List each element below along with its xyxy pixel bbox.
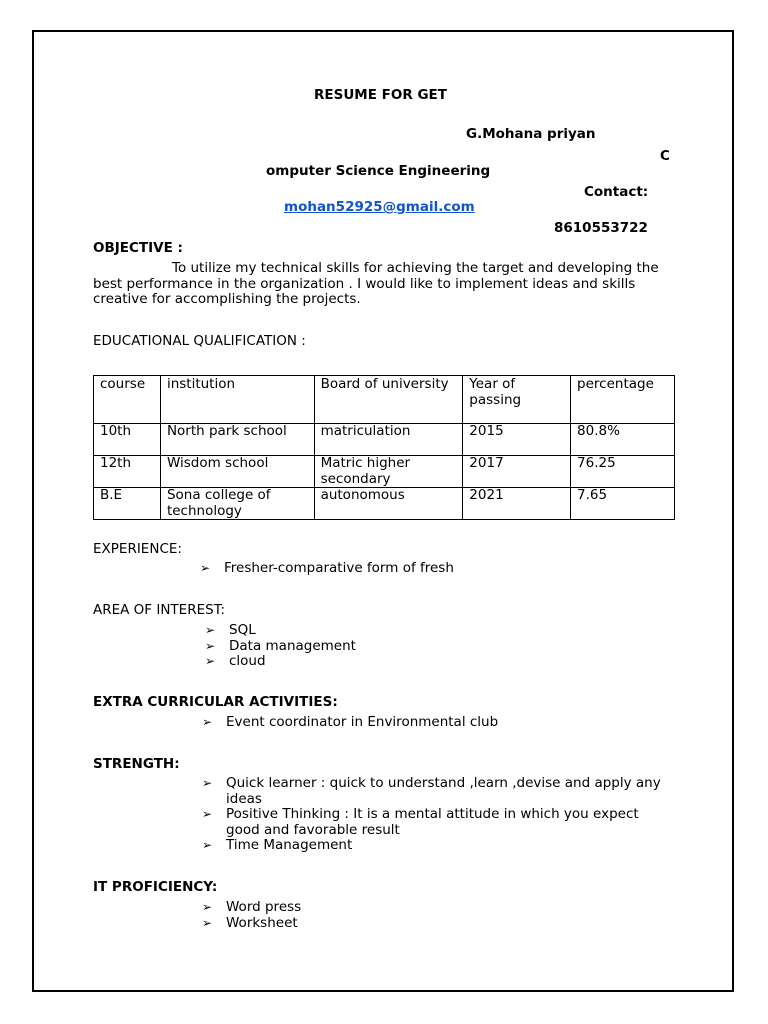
list-item xyxy=(202,807,672,838)
list-item-text: Quick learner : quick to understand ,learn ,devise and apply any ideas xyxy=(226,775,661,807)
column-header: Board of university xyxy=(314,376,463,424)
table-cell: B.E xyxy=(94,488,161,520)
table-row xyxy=(94,424,675,456)
table-cell: North park school xyxy=(160,424,314,456)
list-item xyxy=(200,561,670,577)
list-item xyxy=(205,623,670,639)
education-table xyxy=(93,375,675,520)
list-item-text: Data management xyxy=(229,637,356,654)
experience-heading: EXPERIENCE: xyxy=(93,541,182,557)
department-initial: C xyxy=(660,148,670,164)
table-header-row xyxy=(94,376,675,424)
table-cell: 2017 xyxy=(463,456,571,488)
interest-list xyxy=(205,623,670,670)
arrow-bullet-icon: ➢ xyxy=(202,807,213,821)
list-item-text: Worksheet xyxy=(226,914,298,931)
column-header: percentage xyxy=(571,376,675,424)
table-cell: 10th xyxy=(94,424,161,456)
list-item xyxy=(202,900,670,916)
table-cell: 7.65 xyxy=(571,488,675,520)
arrow-bullet-icon: ➢ xyxy=(205,654,216,668)
list-item xyxy=(202,715,670,731)
extracurricular-list xyxy=(202,715,670,731)
strength-heading: STRENGTH: xyxy=(93,756,180,772)
candidate-name: G.Mohana priyan xyxy=(466,126,596,142)
arrow-bullet-icon: ➢ xyxy=(205,638,216,653)
list-item-text: Time Management xyxy=(226,837,353,853)
table-cell: 76.25 xyxy=(571,456,675,488)
interest-heading: AREA OF INTEREST: xyxy=(93,602,226,618)
arrow-bullet-icon: ➢ xyxy=(202,915,213,930)
email-link[interactable]: mohan52925@gmail.com xyxy=(284,199,475,215)
arrow-bullet-icon: ➢ xyxy=(202,838,213,852)
list-item-text: Positive Thinking : It is a mental attitude in which you expect good and favorable result xyxy=(226,806,639,838)
list-item-text: Word press xyxy=(226,899,302,915)
it-proficiency-list xyxy=(202,900,670,931)
experience-list xyxy=(200,561,670,577)
strength-list xyxy=(202,776,672,854)
resume-title: RESUME FOR GET xyxy=(314,87,447,103)
arrow-bullet-icon: ➢ xyxy=(200,561,211,575)
table-row xyxy=(94,456,675,488)
objective-text: To utilize my technical skills for achieving the target and developing the best performance in the organization . I would like to implement ideas and skills creative for accomplishing the projects. xyxy=(93,260,659,307)
arrow-bullet-icon: ➢ xyxy=(205,623,216,637)
list-item-text: Fresher-comparative form of fresh xyxy=(224,560,454,576)
table-cell: matriculation xyxy=(314,424,463,456)
column-header: institution xyxy=(160,376,314,424)
table-cell: Sona college of technology xyxy=(160,488,314,520)
arrow-bullet-icon: ➢ xyxy=(202,900,213,914)
list-item-text: Event coordinator in Environmental club xyxy=(226,714,499,730)
table-cell: autonomous xyxy=(314,488,463,520)
extracurricular-heading: EXTRA CURRICULAR ACTIVITIES: xyxy=(93,694,338,710)
table-cell: 2015 xyxy=(463,424,571,456)
phone-number: 8610553722 xyxy=(554,220,648,236)
education-heading: EDUCATIONAL QUALIFICATION : xyxy=(93,333,306,349)
arrow-bullet-icon: ➢ xyxy=(202,715,213,729)
table-cell: 2021 xyxy=(463,488,571,520)
table-cell: Matric higher secondary xyxy=(314,456,463,488)
table-cell: Wisdom school xyxy=(160,456,314,488)
list-item xyxy=(202,776,672,807)
contact-label: Contact: xyxy=(584,184,649,200)
list-item xyxy=(202,838,672,854)
list-item-text: cloud xyxy=(229,653,266,669)
column-header: course xyxy=(94,376,161,424)
table-row xyxy=(94,488,675,520)
list-item xyxy=(205,654,670,670)
list-item xyxy=(205,639,670,655)
column-header: Year of passing xyxy=(463,376,571,424)
arrow-bullet-icon: ➢ xyxy=(202,776,213,790)
objective-heading: OBJECTIVE : xyxy=(93,240,183,256)
it-proficiency-heading: IT PROFICIENCY: xyxy=(93,879,218,895)
list-item xyxy=(202,916,670,932)
table-cell: 80.8% xyxy=(571,424,675,456)
table-cell: 12th xyxy=(94,456,161,488)
department: omputer Science Engineering xyxy=(266,163,491,179)
list-item-text: SQL xyxy=(229,622,256,638)
